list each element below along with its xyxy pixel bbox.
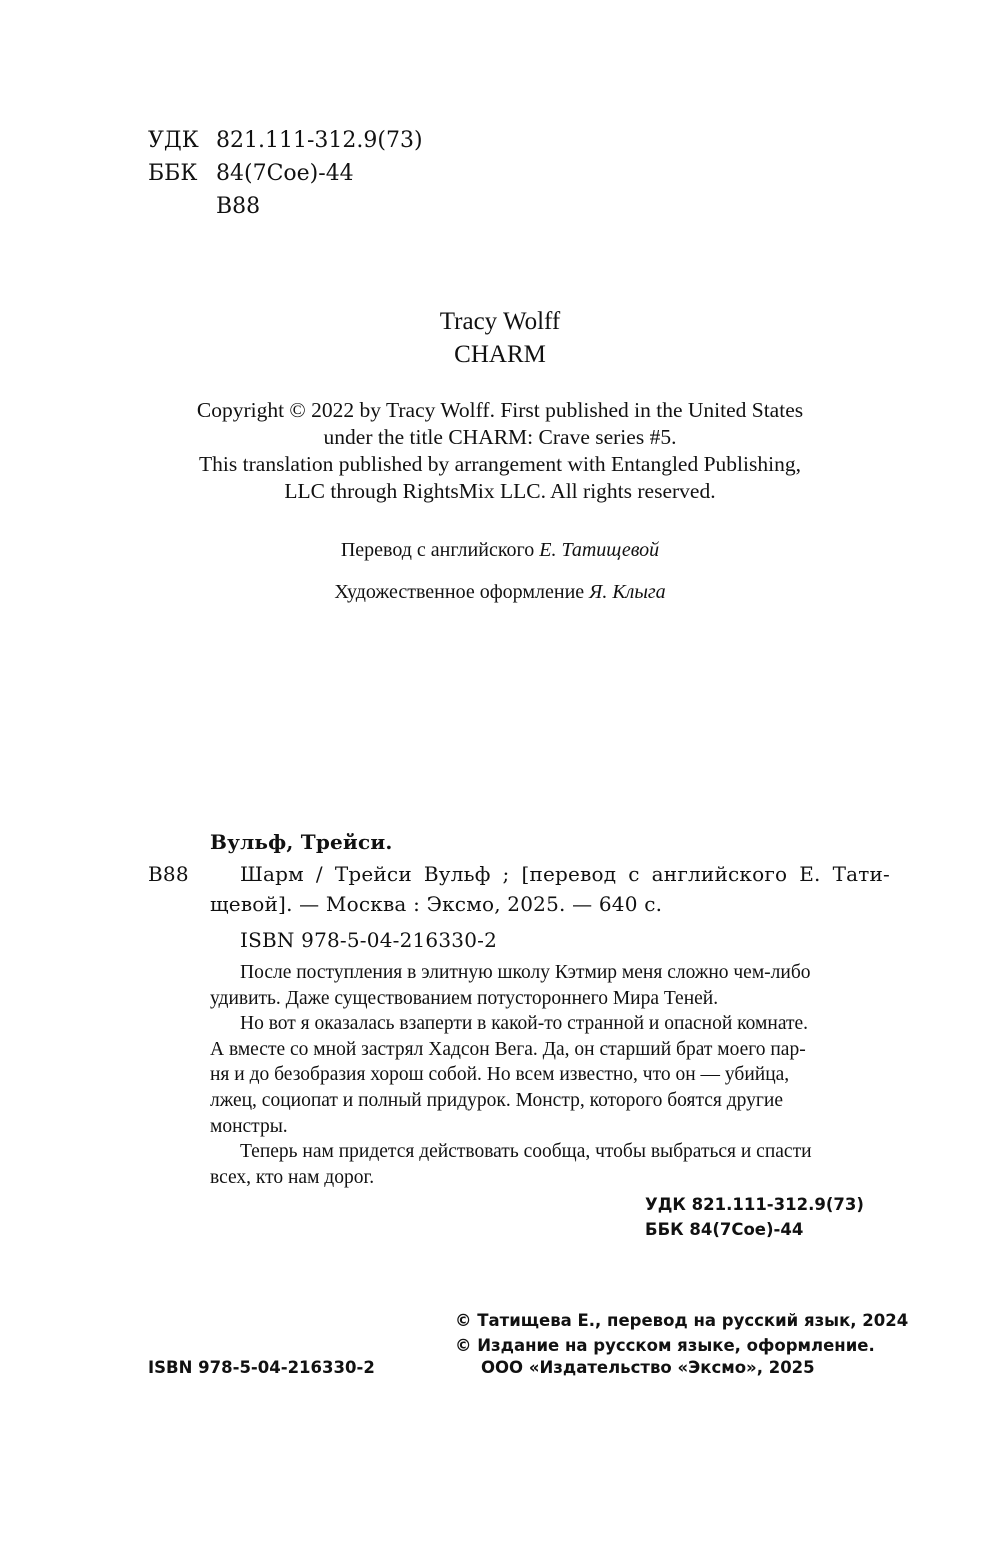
abstract-line: лжец, социопат и полный придурок. Монстр, которого боятся другие [210,1089,783,1111]
copyright-line: LLC through RightsMix LLC. All rights reserved. [284,479,716,503]
translator-name: Е. Татищевой [539,539,660,561]
footer-udk: УДК 821.111-312.9(73) [645,1195,864,1214]
design-label: Художественное оформление [334,581,585,603]
footer-copyright-3: ООО «Издательство «Эксмо», 2025 [481,1358,815,1377]
abstract-line: После поступления в элитную школу Кэтмир меня сложно чем-либо [240,962,811,983]
bbk-label: ББК [148,161,198,186]
bib-line-1: Шарм / Трейси Вульф ; [перевод с английского Е. Тати- [240,862,890,886]
copyright-notice [0,397,1000,505]
bbk-line [148,157,423,190]
translation-credit [0,539,1000,562]
bib-mark: В88 [148,862,189,886]
udk-value: 821.111-312.9(73) [216,128,423,153]
original-title: CHARM [454,341,546,368]
footer-isbn: ISBN 978-5-04-216330-2 [148,1358,375,1377]
translation-label: Перевод с английского [340,539,535,561]
abstract-line: Но вот я оказалась взаперти в какой-то странной и опасной комнате. [240,1013,809,1035]
designer-name: Я. Клыга [589,581,666,603]
udk-label: УДК [148,128,199,153]
abstract-line: А вместе со мной застрял Хадсон Вега. Да, он старший брат моего пар- [210,1038,806,1060]
footer-bbk: ББК 84(7Сое)-44 [645,1220,804,1239]
author-mark-line [148,190,423,223]
footer-copyright-2: © Издание на русском языке, оформление. [455,1336,875,1355]
copyright-line: under the title CHARM: Crave series #5. [323,425,677,449]
bib-heading: Вульф, Трейси. [210,830,393,854]
bib-line-2: щевой]. — Москва : Эксмо, 2025. — 640 с. [210,892,663,916]
original-author: Tracy Wolff [439,308,561,335]
copyright-line: Copyright © 2022 by Tracy Wolff. First published in the United States [196,398,804,422]
abstract-line: удивить. Даже существованием потустороннего Мира Теней. [210,987,719,1009]
abstract-line: всех, кто нам дорог. [210,1166,375,1188]
abstract-line: монстры. [210,1115,288,1137]
classification-block [148,124,423,223]
design-credit [0,581,1000,604]
author-mark: В88 [216,194,261,219]
abstract-text [210,960,892,1190]
abstract-line: ня и до безобразия хорош собой. Но всем известно, что он — убийца, [210,1064,790,1086]
bbk-value: 84(7Сое)-44 [216,161,354,186]
copyright-line: This translation published by arrangement with Entangled Publishing, [199,452,801,476]
abstract-line: Теперь нам придется действовать сообща, чтобы выбраться и спасти [240,1141,812,1163]
footer-copyright-1: © Татищева Е., перевод на русский язык, 2024 [455,1311,909,1330]
bib-isbn: ISBN 978-5-04-216330-2 [240,928,498,952]
udk-line [148,124,423,157]
